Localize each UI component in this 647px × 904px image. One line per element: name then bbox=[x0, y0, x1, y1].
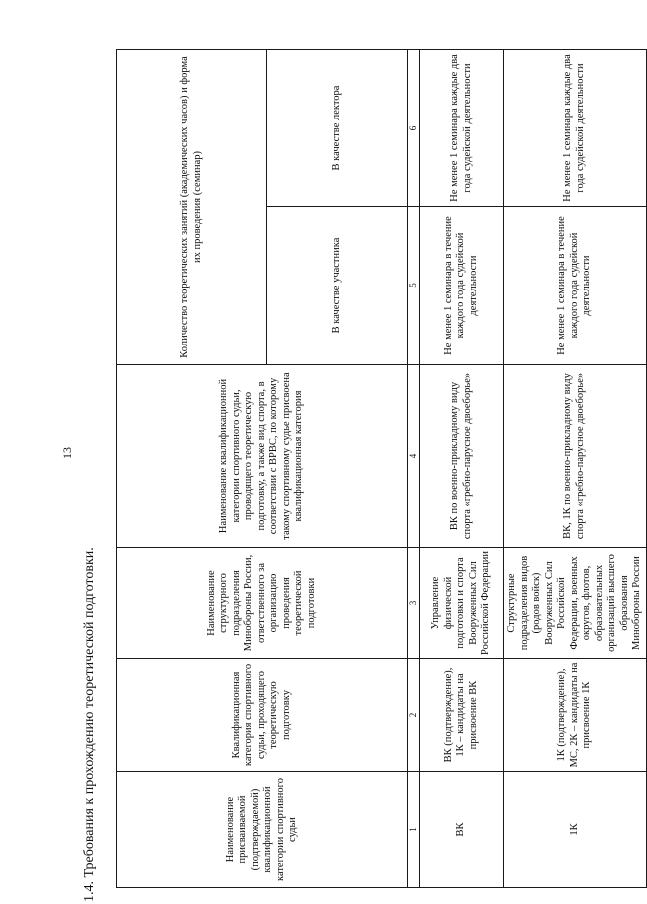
table-row bbox=[504, 49, 647, 887]
column-number: 1 bbox=[408, 772, 420, 888]
category-cell: ВК bbox=[420, 772, 504, 888]
header-as-lecturer: В качестве лектора bbox=[267, 49, 408, 206]
participant-cell: Не менее 1 семинара в течение каждого года судейской деятельности bbox=[504, 207, 647, 365]
header-sessions-group: Количество теоретических занятий (академических часов) и форма их проведения (семинар) bbox=[117, 49, 267, 364]
table-row bbox=[420, 49, 504, 887]
lecturer-frequency-cell: Не менее 1 семинара каждые два года судейской деятельности bbox=[504, 49, 647, 206]
header-responsible-unit: Наименование структурного подразделения Минобороны России, ответственного за организацию проведения теоретической подготовки bbox=[117, 548, 408, 659]
trainee-cell: 1К (подтверждение), МС, 2К – кандидаты на присвоение 1К bbox=[504, 659, 647, 772]
unit-cell: Управление физической подготовки и спорта Вооруженных Сил Российской Федерации bbox=[420, 548, 504, 659]
column-number: 6 bbox=[408, 49, 420, 206]
header-lecturer-category: Наименование квалификационной категории спортивного судьи, проводящего теоретическую подготовку, а также вид спорта, в соответствии с ВРВС, по которому такому спортивному судье присвоена квалификационная категория bbox=[117, 365, 408, 548]
lecturer-cell: ВК по военно-прикладному виду спорта «гребно-парусное двоеборье» bbox=[420, 365, 504, 548]
header-as-participant: В качестве участника bbox=[267, 207, 408, 365]
header-row-top bbox=[117, 49, 267, 887]
trainee-cell: ВК (подтверждение), 1К – кандидаты на присвоение ВК bbox=[420, 659, 504, 772]
header-assigned-category: Наименование присваиваемой (подтверждаемой) квалификационной категории спортивного судьи bbox=[117, 772, 408, 888]
requirements-table bbox=[116, 49, 647, 888]
column-number: 2 bbox=[408, 659, 420, 772]
page-number: 13 bbox=[60, 447, 74, 459]
section-heading: 1.4. Требования к прохождению теоретической подготовки. bbox=[82, 547, 97, 902]
lecturer-frequency-cell: Не менее 1 семинара каждые два года судейской деятельности bbox=[420, 49, 504, 206]
header-trainee-category: Квалификационная категория спортивного судьи, проходящего теоретическую подготовку bbox=[117, 659, 408, 772]
column-number: 5 bbox=[408, 207, 420, 365]
category-cell: 1К bbox=[504, 772, 647, 888]
lecturer-cell: ВК, 1К по военно-прикладному виду спорта «гребно-парусное двоеборье» bbox=[504, 365, 647, 548]
column-number: 4 bbox=[408, 365, 420, 548]
column-number: 3 bbox=[408, 548, 420, 659]
participant-cell: Не менее 1 семинара в течение каждого года судейской деятельности bbox=[420, 207, 504, 365]
column-number-row bbox=[408, 49, 420, 887]
unit-cell: Структурные подразделения видов (родов войск) Вооруженных Сил Российской Федерации, военных округов, флотов, образовательных организаций высшего образования Минобороны России bbox=[504, 548, 647, 659]
requirements-table-frame bbox=[116, 50, 642, 888]
